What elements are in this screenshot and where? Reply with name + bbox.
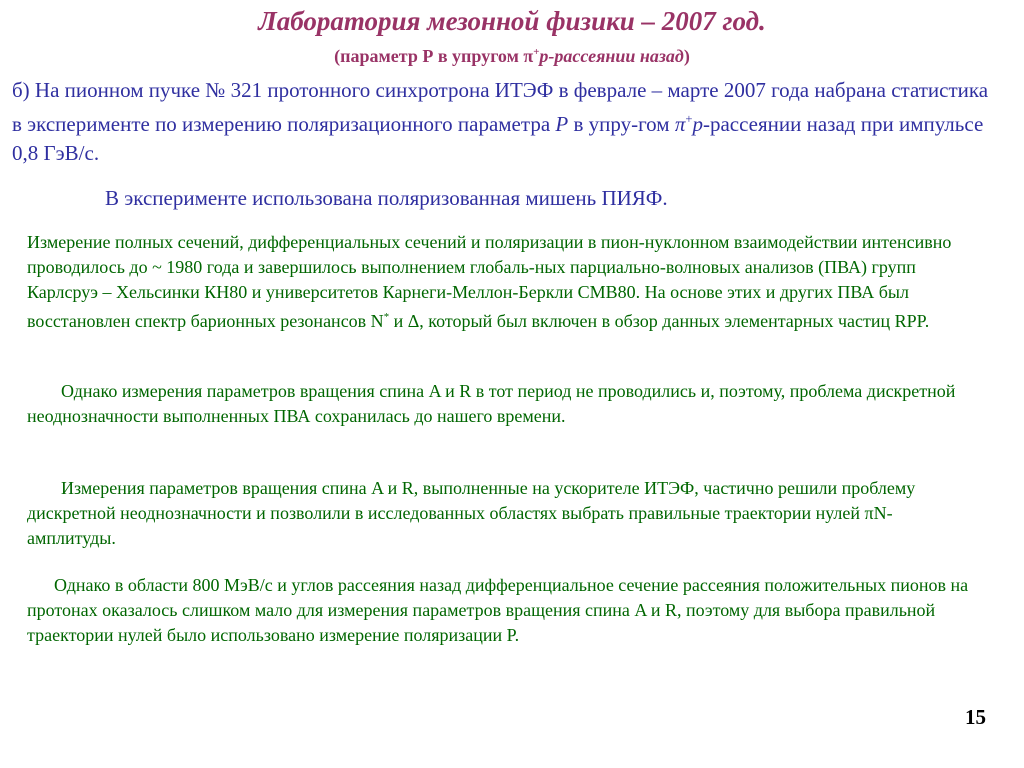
paragraph-history [27,230,977,334]
subtitle-suffix: ) [683,46,690,66]
target-line: В эксперименте использована поляризованная мишень ПИЯФ. [105,186,668,210]
intro-text-2: в упру-гом [568,112,675,136]
slide-subtitle [0,46,1024,67]
plus-superscript: + [533,46,540,58]
intro-text-1: б) На пионном пучке № 321 протонного синхротрона ИТЭФ в феврале – марте 2007 года набрана статистика в эксперименте по измерению поляризационного параметра [12,78,989,136]
intro-text-3: -рассеянии назад при импульсе 0,8 ГэВ/с. [12,112,984,165]
pi-symbol: π [523,46,534,66]
subtitle-rest: p-рассеянии назад [539,46,684,66]
slide-title: Лаборатория мезонной физики – 2007 год. [258,6,766,36]
plus-superscript: + [685,112,693,126]
para1-text-2: и Δ, который был включен в обзор данных элементарных частиц RPP. [389,311,930,331]
proton-p: p [692,112,703,136]
paragraph-itep-results: Измерения параметров вращения спина A и R, выполненные на ускорителе ИТЭФ, частично решили проблему дискретной неоднозначности и позволили в исследованных областях выбрать правильные траектории нулей πN-амплитуды. [27,478,916,548]
subtitle-prefix: (параметр Р в упругом [334,46,524,66]
param-p: P [555,112,569,136]
intro-paragraph [12,76,1000,168]
pi-symbol: π [674,112,686,136]
paragraph-polarization: Однако в области 800 МэВ/с и углов рассеяния назад дифференциальное сечение рассеяния положительных пионов на протонах оказалось слишком мало для измерения параметров вращения спина A и R, поэтому для выбора правильной траектории нулей было использовано измерение поляризации P. [27,575,969,645]
para1-text-1: Измерение полных сечений, дифференциальных сечений и поляризации в пион-нуклонном взаимодействии интенсивно проводилось до ~ 1980 года и завершилось выполнением глобаль-ных парциально-волновых анализов (ПВА) групп Карлсруэ – Хельсинки КН80 и университетов Карнеги-Меллон-Беркли СМВ80. На основе этих и других ПВА был восстановлен спектр барионных резонансов N [27,232,952,331]
star-superscript: * [383,311,390,323]
page-number: 15 [965,705,986,729]
paragraph-spin-params: Однако измерения параметров вращения спина A и R в тот период не проводились и, поэтому, проблема дискретной неоднозначности выполненных ПВА сохранилась до нашего времени. [27,381,956,426]
